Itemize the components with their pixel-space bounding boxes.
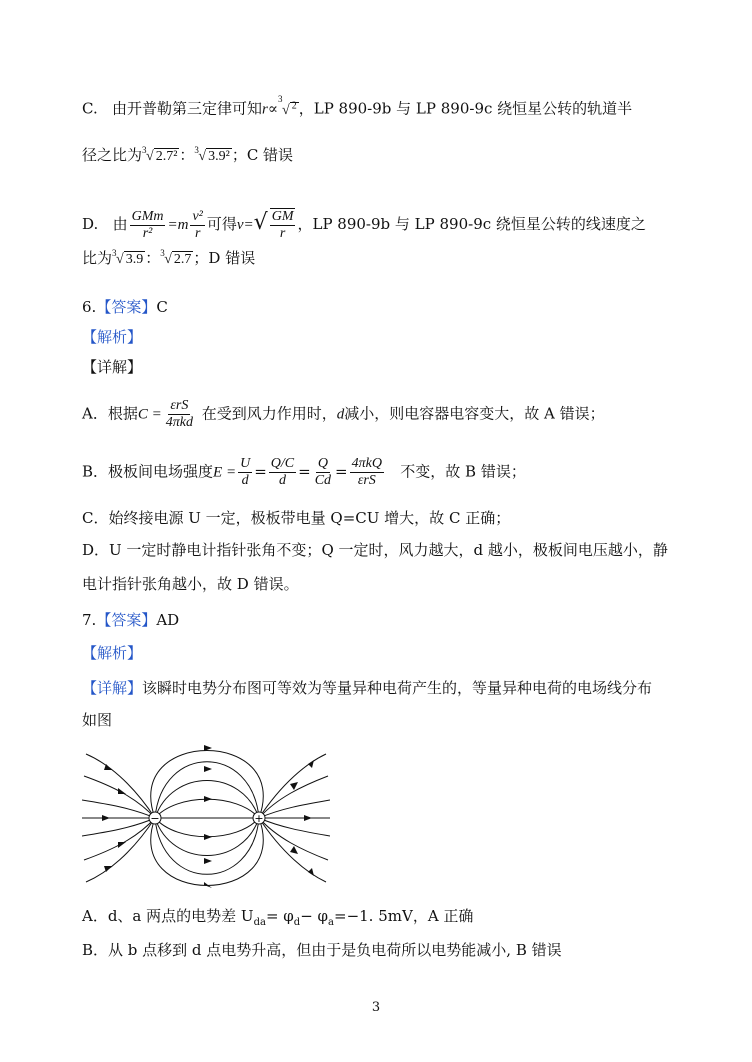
q6-number: 6. xyxy=(82,298,97,316)
arrow-top-2 xyxy=(204,796,212,802)
negative-charge-sign: − xyxy=(150,812,160,825)
frac-v2-r: $\frac{\text{v²}}{r}$ xyxy=(192,208,203,241)
arrow-top-1 xyxy=(204,766,212,772)
q6-detail-tag: 【详解】 xyxy=(82,358,143,376)
cube-root: 3 √ $^2$ xyxy=(278,94,297,118)
q6-b-text1: B．极板间电场强度 xyxy=(82,462,214,481)
q6-a-text1: A．根据 xyxy=(82,404,138,423)
arrow-bottom-2 xyxy=(204,858,212,864)
arrow-right-4 xyxy=(308,868,314,876)
q6-a-frac: $\frac{\text{εrS}}{\text{4πkd}}$ xyxy=(165,398,193,430)
cube-root-4: 3 √ 2.7 xyxy=(160,248,192,267)
item-c-line2 xyxy=(82,145,293,167)
q7-a-text3: − φ xyxy=(300,907,329,925)
q7-a-sub: da xyxy=(253,917,266,928)
page-number: 3 xyxy=(371,1000,381,1015)
q6-c-line: C．始终接电源 U 一定，极板带电量 Q=CU 增大，故 C 正确； xyxy=(82,509,511,527)
q6-d-line1: D．U 一定时静电计指针张角不变；Q 一定时，风力越大，d 越小，极板间电压越小，静 xyxy=(82,541,668,559)
item-d-line1 xyxy=(82,208,646,242)
frac-gm-r: $\frac{GM}{r}$ xyxy=(271,209,294,241)
q7-a-text2: = φ xyxy=(265,907,294,925)
arrow-left-2 xyxy=(118,842,126,848)
item-d-text-e: ；D 错误 xyxy=(193,249,256,267)
item-c-text: 由开普勒第三定律可知 xyxy=(112,99,263,118)
q6-b-lhs: E = xyxy=(213,464,237,481)
field-line-left-3 xyxy=(84,818,155,860)
q6-a-text3: 减小，则电容器电容变大，故 A 错误； xyxy=(344,404,605,423)
item-c-label: C. xyxy=(82,99,98,118)
q7-b-line: B．从 b 点移到 d 点电势升高，但由于是负电荷所以电势能减小, B 错误 xyxy=(82,941,562,959)
field-line-inner-4 xyxy=(155,818,259,837)
q6-answer: C xyxy=(156,298,168,316)
cube-root-1: 3 √ 2.7² xyxy=(142,145,178,164)
q7-answer-line xyxy=(82,610,179,630)
var-v: v= xyxy=(236,217,254,233)
electric-field-lines-figure xyxy=(82,738,330,888)
item-d-line2 xyxy=(82,248,255,270)
item-d-text-d: 比为 xyxy=(82,249,113,267)
q6-b-text2: 不变，故 B 错误； xyxy=(400,462,526,481)
q7-a-line xyxy=(82,906,473,933)
q7-answer: AD xyxy=(156,611,180,629)
ratio-sep-2: ： xyxy=(145,249,161,267)
frac-gmm-r2: $\frac{\text{GMm}}{\text{r²}}$ xyxy=(131,208,164,241)
q6-analysis-tag: 【解析】 xyxy=(82,328,143,346)
ratio-sep: ： xyxy=(179,146,195,164)
q6-answer-tag: 【答案】 xyxy=(96,298,157,316)
q7-a-text4: =−1. 5mV，A 正确 xyxy=(334,907,474,925)
q7-answer-tag: 【答案】 xyxy=(96,611,157,629)
q6-a-lhs: C = xyxy=(137,406,162,423)
q6-b-frac3: $\frac{Q}{Cd}$ xyxy=(314,456,332,488)
field-line-left-1 xyxy=(84,776,155,818)
q6-b-frac2: $\frac{Q/C}{d}$ xyxy=(270,456,295,488)
q6-b-frac1: $\frac{U}{d}$ xyxy=(240,456,251,488)
item-c-text-c: 径之比为 xyxy=(82,146,143,164)
q7-a-sub2: d xyxy=(293,917,301,928)
q7-detail-tag: 【详解】 xyxy=(82,679,143,697)
item-c-text-b: ，LP 890-9b 与 LP 890-9c 绕恒星公转的轨道半 xyxy=(298,99,633,118)
field-line-right-3 xyxy=(259,818,328,860)
q6-b-frac4: $\frac{\text{4πkQ}}{\text{εrS}}$ xyxy=(351,456,382,488)
field-line-right-1 xyxy=(259,776,328,818)
q6-a-var: d xyxy=(336,406,345,423)
item-d-text-b: 可得 xyxy=(206,215,237,233)
eq-m: =m xyxy=(167,217,189,233)
item-c-line1 xyxy=(82,96,632,121)
cube-root-2: 3 √ 3.9² xyxy=(194,145,230,164)
sqrt-symbol: √ xyxy=(253,210,268,235)
q6-b-line: B．极板间电场强度E = $\frac{U}{d}$ = $\frac{Q/C}{d}$ = $\frac{Q}{Cd}$ = $\frac{\text{4πkQ}}{\text{εrS}}$ 不变，故 B 错误； xyxy=(82,456,526,488)
prop-symbol: ∝ xyxy=(267,99,279,118)
arrow-right-2 xyxy=(290,846,298,854)
arrow-left-axis xyxy=(102,815,110,821)
arrow-bottom-1 xyxy=(204,834,212,840)
arrow-right-axis xyxy=(304,815,312,821)
q6-a-line xyxy=(82,398,605,431)
arrow-right-3 xyxy=(308,760,314,768)
field-line-inner-6 xyxy=(155,818,259,874)
item-d-text-c: ，LP 890-9b 与 LP 890-9c 绕恒星公转的线速度之 xyxy=(297,215,646,233)
field-line-inner-1 xyxy=(155,799,259,818)
item-d-text-a: 由 xyxy=(112,215,128,233)
arrow-left-1 xyxy=(118,788,126,794)
cube-root-3: 3 √ 3.9 xyxy=(112,248,144,267)
q7-detail-line1 xyxy=(82,678,652,698)
q7-a-sub3: a xyxy=(328,917,334,928)
q7-number: 7. xyxy=(82,611,97,629)
q7-detail-text1: 该瞬时电势分布图可等效为等量异种电荷产生的，等量异种电荷的电场线分布 xyxy=(142,679,653,697)
item-c-text-d: ；C 错误 xyxy=(231,146,294,164)
arrow-right-1 xyxy=(290,782,298,790)
q6-a-text2: 在受到风力作用时， xyxy=(201,404,337,423)
q6-answer-line xyxy=(82,297,168,317)
q7-a-text: A．d、a 两点的电势差 U xyxy=(82,907,254,925)
item-d-label: D. xyxy=(82,215,99,233)
var-r: r xyxy=(262,101,268,118)
q7-detail-line2: 如图 xyxy=(82,711,113,729)
positive-charge-sign: + xyxy=(254,812,264,825)
q7-analysis-tag: 【解析】 xyxy=(82,644,143,662)
q6-d-line2: 电计指针张角越小，故 D 错误。 xyxy=(82,575,299,593)
